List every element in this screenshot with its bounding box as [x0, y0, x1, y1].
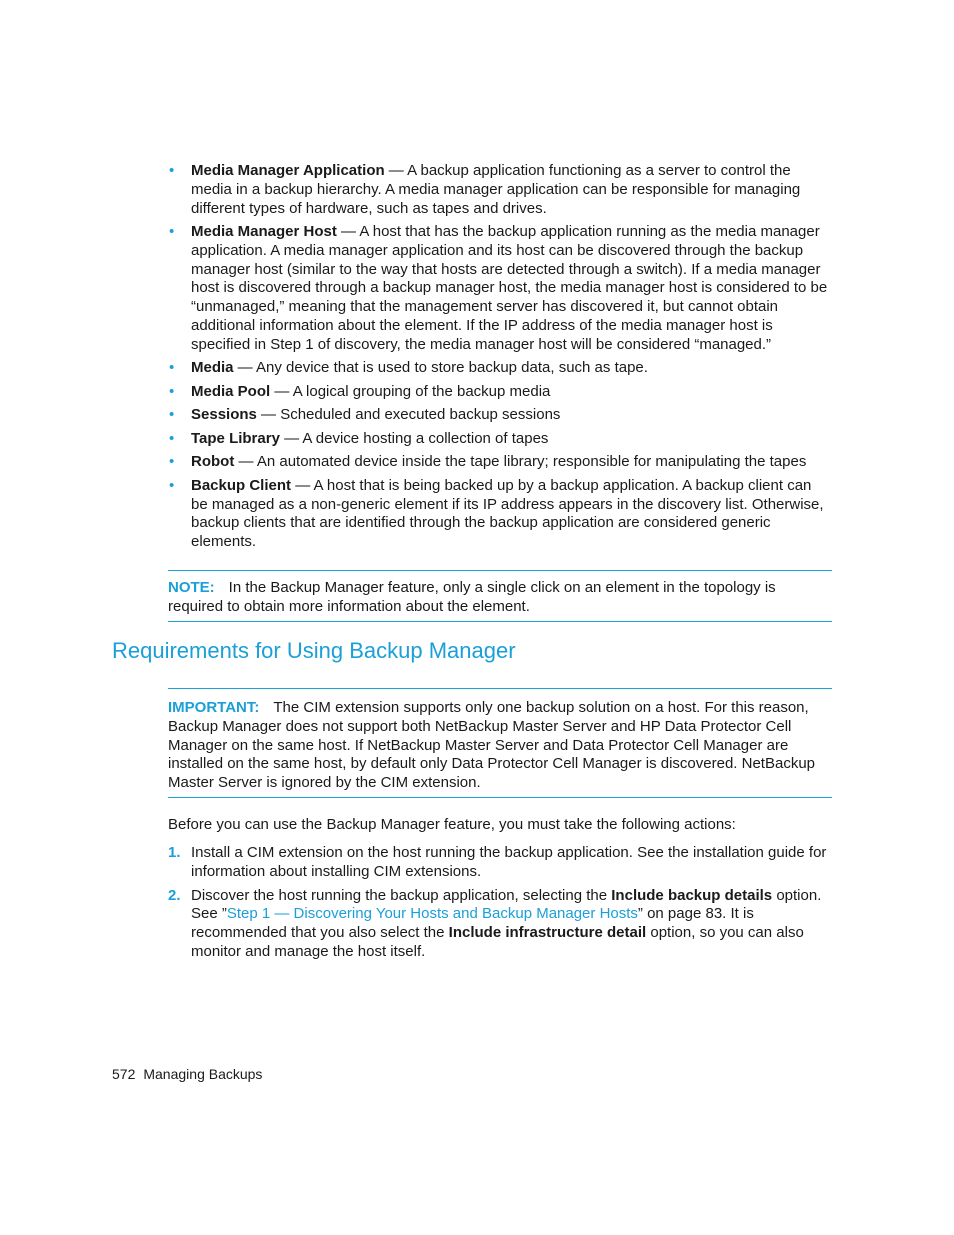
- bullet-icon: •: [169, 453, 175, 471]
- list-item: [168, 453, 832, 472]
- footer-section: Managing Backups: [143, 1066, 263, 1082]
- intro-paragraph: Before you can use the Backup Manager feature, you must take the following actions:: [168, 816, 736, 833]
- bullet-icon: •: [169, 162, 175, 179]
- bullet-icon: •: [169, 429, 175, 447]
- term: Sessions: [191, 406, 257, 424]
- step-text: Discover the host running the backup application, selecting the: [191, 886, 612, 904]
- term: Media: [191, 359, 234, 377]
- page-number: 572: [112, 1066, 136, 1082]
- term: Media Manager Application: [191, 162, 385, 179]
- definition: — A host that has the backup application running as the media manager application. A media manager application and its host can be discovered through the backup manager host (similar to the way that hosts are detected through a switch). If a media manager host is discovered through a backup manager host, the media manager host is considered to be “unmanaged,” meaning that the management server has discovered it, but cannot obtain additional information about the element. If the IP address of the media manager host is specified in Step 1 of discovery, the media manager host will be considered “managed.”: [191, 223, 828, 353]
- bullet-icon: •: [169, 382, 175, 400]
- step-item: [168, 887, 832, 962]
- list-item: [168, 223, 832, 355]
- list-item: [168, 359, 832, 378]
- term: Backup Client: [191, 476, 292, 494]
- list-item: [168, 430, 832, 449]
- definition: — A device hosting a collection of tapes: [279, 429, 549, 447]
- bullet-icon: •: [169, 406, 175, 424]
- note-box: [168, 570, 832, 622]
- bullet-icon: •: [169, 476, 175, 494]
- page-footer: [112, 1066, 262, 1082]
- step-text: option. See ”: [191, 886, 822, 923]
- list-item: [168, 383, 832, 402]
- step-text: option, so you can also monitor and manage the host itself.: [191, 924, 804, 960]
- step-number: 1.: [168, 844, 181, 861]
- term: Media Pool: [191, 382, 271, 400]
- bullet-icon: •: [169, 359, 175, 377]
- list-item: [168, 406, 832, 425]
- important-text: The CIM extension supports only one backup solution on a host. For this reason, Backup Manager does not support both NetBackup Master Server and HP Data Protector Cell Manager on the same host. If NetBackup Master Server and Data Protector Cell Manager are installed on the same host, by default only Data Protector Cell Manager is discovered. NetBackup Master Server is ignored by the CIM extension.: [168, 699, 816, 792]
- definition: — A backup application functioning as a server to control the media in a backup hierarchy. A media manager application can be responsible for managing different types of hardware, such as tapes and drives.: [191, 162, 801, 217]
- term: Tape Library: [191, 429, 280, 447]
- section-heading: Requirements for Using Backup Manager: [112, 638, 516, 663]
- term: Media Manager Host: [191, 223, 337, 241]
- bullet-icon: •: [169, 223, 175, 241]
- important-box: [168, 688, 832, 798]
- option-name: Include infrastructure detail: [448, 924, 647, 942]
- definition: — Scheduled and executed backup sessions: [256, 406, 561, 424]
- note-label: NOTE:: [168, 579, 215, 596]
- step-text: ” on page 83. It is recommended that you also select the: [191, 905, 754, 942]
- term: Robot: [191, 453, 235, 471]
- cross-reference-link[interactable]: Step 1 — Discovering Your Hosts and Backup Manager Hosts: [226, 905, 638, 923]
- definition: — A host that is being backed up by a backup application. A backup client can be managed as a non-generic element if its IP address appears in the discovery list. Otherwise, backup clients that are identified through the backup application are considered generic elements.: [191, 476, 824, 551]
- important-label: IMPORTANT:: [168, 699, 260, 716]
- definition: — An automated device inside the tape library; responsible for manipulating the tapes: [234, 453, 807, 471]
- steps-list: [168, 844, 832, 967]
- note-text: In the Backup Manager feature, only a single click on an element in the topology is required to obtain more information about the element.: [168, 579, 776, 615]
- definition: — Any device that is used to store backup data, such as tape.: [233, 359, 648, 377]
- step-item: [168, 844, 832, 882]
- list-item: [168, 477, 832, 552]
- option-name: Include backup details: [611, 886, 773, 904]
- step-number: 2.: [168, 886, 181, 904]
- list-item: [168, 162, 832, 218]
- definition: — A logical grouping of the backup media: [270, 382, 551, 400]
- definition-list: [168, 162, 832, 557]
- step-text: Install a CIM extension on the host running the backup application. See the installation guide for information about installing CIM extensions.: [191, 844, 827, 880]
